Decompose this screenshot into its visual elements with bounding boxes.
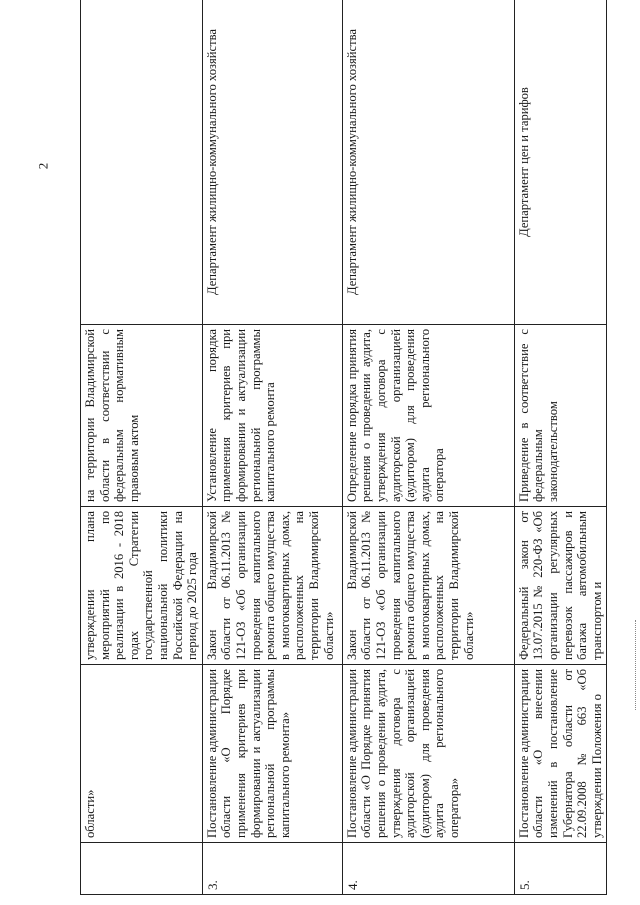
legislation-plan-table <box>80 0 607 895</box>
page-number: 2 <box>35 162 51 170</box>
table-row <box>81 0 203 895</box>
rotated-table-sheet <box>80 0 604 895</box>
document-title: области» <box>81 665 203 843</box>
legal-basis: Федеральный закон от 13.07.2015 № 220-ФЗ «Об организации регулярных перевозок пассажиров и багажа автомобильным транспортом и <box>514 507 607 665</box>
legal-basis: Закон Владимирской области от 06.11.2013 № 121-ОЗ «Об организации проведения капитального ремонта общего имущества в многоквартирных домах, расположенных на территории Владимирской области» <box>342 507 514 665</box>
legal-basis: утверждении плана мероприятий по реализации в 2016 - 2018 годах Стратегии государственной национальной политики Российской Федерации на период до 2025 года <box>81 507 203 665</box>
regulation-subject: Приведение в соответствие с федеральным законодательством <box>514 325 607 507</box>
regulation-subject: Определение порядка принятия решения о проведении аудита, утверждения договора с аудиторской организацией (аудитором) для проведения аудита регионального оператора <box>342 325 514 507</box>
regulation-subject: Установление порядка применения критериев при формировании и актуализации региональной программы капитального ремонта <box>202 325 342 507</box>
legal-basis: Закон Владимирской области от 06.11.2013 № 121-ОЗ «Об организации проведения капитального ремонта общего имущества в многоквартирных домах, расположенных на территории Владимирской области» <box>202 507 342 665</box>
responsible-department: Департамент жилищно-коммунального хозяйства <box>342 0 514 325</box>
document-title: Постановление администрации области «О внесении изменений в постановление Губернатора области от 22.09.2008 № 663 «Об утверждении Положения о <box>514 665 607 843</box>
document-title: Постановление администрации области «О Порядке принятия решения о проведении аудита, утверждения договора с аудиторской организацией (аудитором) для проведения аудита регионального оператора» <box>342 665 514 843</box>
table-row <box>342 0 514 895</box>
row-number <box>81 843 203 895</box>
row-number: 5. <box>514 843 607 895</box>
document-title: Постановление администрации области «О Порядке применения критериев при формировании и актуализации региональной программы капитального ремонта» <box>202 665 342 843</box>
scan-edge-mark <box>635 620 638 710</box>
responsible-department <box>81 0 203 325</box>
regulation-subject: на территории Владимирской области в соответствии с федеральным нормативным правовым актом <box>81 325 203 507</box>
row-number: 3. <box>202 843 342 895</box>
responsible-department: Департамент цен и тарифов <box>514 0 607 325</box>
table-row <box>202 0 342 895</box>
table-row <box>514 0 607 895</box>
responsible-department: Департамент жилищно-коммунального хозяйства <box>202 0 342 325</box>
row-number: 4. <box>342 843 514 895</box>
